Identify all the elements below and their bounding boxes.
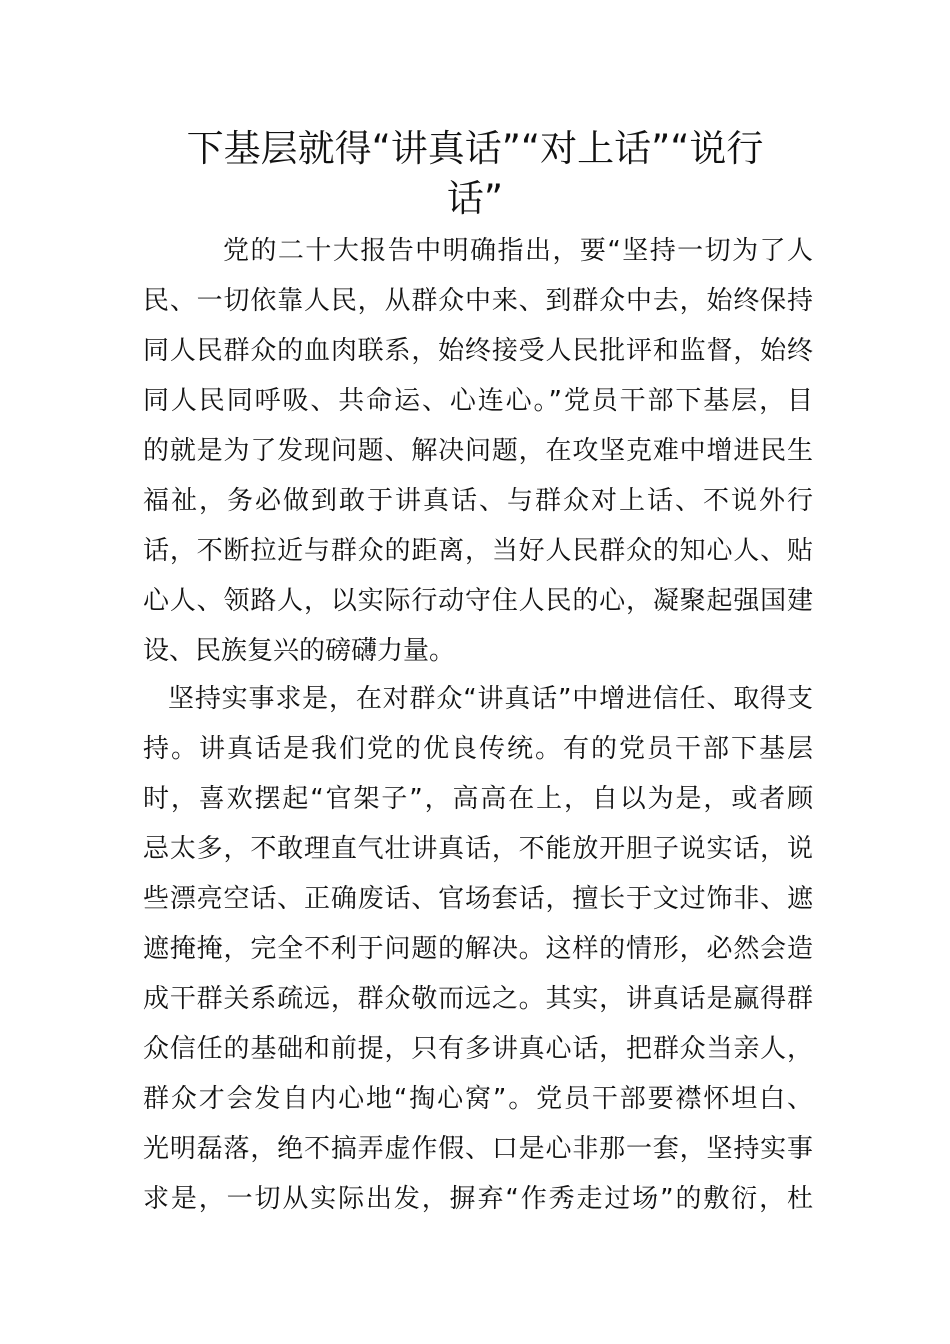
paragraph-line: 持。讲真话是我们党的优良传统。有的党员干部下基层: [143, 734, 813, 764]
paragraph-line: 同人民群众的血肉联系，始终接受人民批评和监督，始终: [143, 336, 813, 366]
paragraph-1: [143, 226, 813, 676]
paragraph-line: 坚持实事求是，在对群众“讲真话”中增进信任、取得支: [168, 684, 813, 714]
paragraph-line: 群众才会发自内心地“掏心窝”。党员干部要襟怀坦白、: [143, 1084, 813, 1114]
paragraph-line: 话，不断拉近与群众的距离，当好人民群众的知心人、贴: [143, 536, 813, 566]
paragraph-line: 成干群关系疏远，群众敬而远之。其实，讲真话是赢得群: [143, 984, 813, 1014]
paragraph-line: 光明磊落，绝不搞弄虚作假、口是心非那一套，坚持实事: [143, 1134, 813, 1164]
paragraph-line: 众信任的基础和前提，只有多讲真心话，把群众当亲人，: [143, 1034, 813, 1064]
paragraph-line: 同人民同呼吸、共命运、心连心。”党员干部下基层，目: [143, 386, 813, 416]
paragraph-line: 民、一切依靠人民，从群众中来、到群众中去，始终保持: [143, 286, 813, 316]
paragraph-line: 时，喜欢摆起“官架子”，高高在上，自以为是，或者顾: [143, 784, 813, 814]
title-line-1: 下基层就得“讲真话”“对上话”“说行: [186, 127, 764, 170]
paragraph-line: 设、民族复兴的磅礴力量。: [143, 636, 456, 666]
paragraph-line: 心人、领路人，以实际行动守住人民的心，凝聚起强国建: [143, 586, 813, 616]
paragraph-line: 的就是为了发现问题、解决问题，在攻坚克难中增进民生: [143, 436, 813, 466]
paragraph-line: 福祉，务必做到敢于讲真话、与群众对上话、不说外行: [143, 486, 813, 516]
paragraph-line: 党的二十大报告中明确指出，要“坚持一切为了人: [223, 236, 813, 266]
paragraph-line: 遮掩掩，完全不利于问题的解决。这样的情形，必然会造: [143, 934, 813, 964]
document-title: [140, 124, 810, 224]
paragraph-2: [143, 674, 813, 1224]
paragraph-line: 些漂亮空话、正确废话、官场套话，擅长于文过饰非、遮: [143, 884, 813, 914]
paragraph-line: 求是，一切从实际出发，摒弃“作秀走过场”的敷衍，杜: [143, 1184, 813, 1214]
title-line-2: 话”: [446, 177, 504, 220]
paragraph-line: 忌太多，不敢理直气壮讲真话，不能放开胆子说实话，说: [143, 834, 813, 864]
